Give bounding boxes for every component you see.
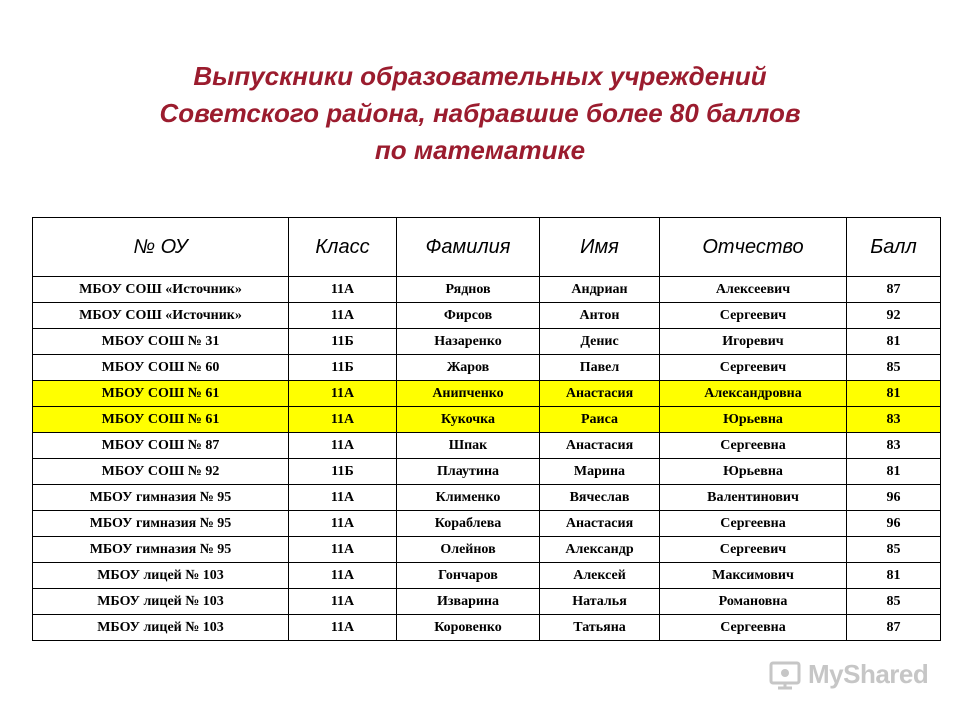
header-surname: Фамилия [397,218,540,277]
cell-class: 11А [289,511,397,537]
cell-school: МБОУ гимназия № 95 [33,485,289,511]
cell-school: МБОУ СОШ «Источник» [33,277,289,303]
table-row [33,615,941,641]
cell-patronymic: Максимович [660,563,847,589]
cell-school: МБОУ СОШ № 92 [33,459,289,485]
table-header-row [33,218,941,277]
cell-score: 83 [847,407,941,433]
cell-patronymic: Сергеевич [660,303,847,329]
cell-surname: Шпак [397,433,540,459]
cell-class: 11А [289,277,397,303]
cell-patronymic: Сергеевна [660,615,847,641]
cell-name: Анастасия [540,381,660,407]
cell-patronymic: Романовна [660,589,847,615]
cell-score: 83 [847,433,941,459]
cell-score: 81 [847,563,941,589]
cell-score: 96 [847,511,941,537]
cell-surname: Ряднов [397,277,540,303]
cell-name: Антон [540,303,660,329]
cell-surname: Клименко [397,485,540,511]
cell-class: 11Б [289,459,397,485]
cell-surname: Жаров [397,355,540,381]
cell-surname: Кукочка [397,407,540,433]
cell-class: 11Б [289,355,397,381]
cell-name: Татьяна [540,615,660,641]
cell-surname: Коровенко [397,615,540,641]
cell-class: 11А [289,407,397,433]
cell-name: Павел [540,355,660,381]
cell-score: 81 [847,329,941,355]
cell-name: Андриан [540,277,660,303]
cell-school: МБОУ СОШ № 61 [33,381,289,407]
cell-score: 85 [847,589,941,615]
cell-score: 96 [847,485,941,511]
cell-patronymic: Сергеевна [660,433,847,459]
title-line-2: Советского района, набравшие более 80 баллов [159,98,801,128]
myshared-logo-text: MyShared [808,658,929,689]
table-row [33,537,941,563]
cell-name: Денис [540,329,660,355]
cell-surname: Олейнов [397,537,540,563]
cell-class: 11А [289,485,397,511]
cell-school: МБОУ СОШ «Источник» [33,303,289,329]
cell-patronymic: Алексеевич [660,277,847,303]
cell-surname: Кораблева [397,511,540,537]
table-row [33,433,941,459]
title-line-1: Выпускники образовательных учреждений [193,61,767,91]
cell-patronymic: Юрьевна [660,407,847,433]
cell-class: 11А [289,433,397,459]
cell-name: Вячеслав [540,485,660,511]
cell-patronymic: Игоревич [660,329,847,355]
myshared-logo-icon [768,657,802,691]
table-row-highlighted [33,381,941,407]
table-row [33,329,941,355]
cell-school: МБОУ лицей № 103 [33,615,289,641]
cell-patronymic: Сергеевич [660,537,847,563]
table-row [33,485,941,511]
cell-surname: Анипченко [397,381,540,407]
table-row [33,563,941,589]
cell-school: МБОУ гимназия № 95 [33,511,289,537]
cell-score: 87 [847,277,941,303]
header-class: Класс [289,218,397,277]
cell-patronymic: Юрьевна [660,459,847,485]
table-row [33,303,941,329]
table-row-highlighted [33,407,941,433]
header-score: Балл [847,218,941,277]
cell-school: МБОУ СОШ № 61 [33,407,289,433]
cell-school: МБОУ СОШ № 87 [33,433,289,459]
page-title [0,58,960,169]
cell-class: 11А [289,381,397,407]
cell-class: 11Б [289,329,397,355]
cell-class: 11А [289,589,397,615]
title-line-3: по математике [374,135,586,165]
table-row [33,511,941,537]
cell-school: МБОУ СОШ № 31 [33,329,289,355]
cell-surname: Фирсов [397,303,540,329]
table-row [33,459,941,485]
cell-school: МБОУ лицей № 103 [33,589,289,615]
cell-score: 87 [847,615,941,641]
cell-name: Марина [540,459,660,485]
cell-surname: Изварина [397,589,540,615]
cell-name: Анастасия [540,433,660,459]
table-row [33,355,941,381]
cell-surname: Гончаров [397,563,540,589]
cell-name: Алексей [540,563,660,589]
cell-score: 81 [847,381,941,407]
cell-school: МБОУ СОШ № 60 [33,355,289,381]
cell-class: 11А [289,615,397,641]
cell-school: МБОУ лицей № 103 [33,563,289,589]
cell-name: Наталья [540,589,660,615]
cell-name: Анастасия [540,511,660,537]
cell-class: 11А [289,563,397,589]
table-row [33,277,941,303]
header-school: № ОУ [33,218,289,277]
cell-name: Раиса [540,407,660,433]
myshared-watermark [768,654,928,694]
cell-name: Александр [540,537,660,563]
cell-surname: Назаренко [397,329,540,355]
cell-school: МБОУ гимназия № 95 [33,537,289,563]
cell-score: 81 [847,459,941,485]
cell-patronymic: Сергеевна [660,511,847,537]
cell-score: 85 [847,537,941,563]
table-row [33,589,941,615]
graduates-table [32,217,941,641]
cell-patronymic: Александровна [660,381,847,407]
cell-class: 11А [289,537,397,563]
header-name: Имя [540,218,660,277]
cell-score: 92 [847,303,941,329]
header-patronymic: Отчество [660,218,847,277]
cell-patronymic: Валентинович [660,485,847,511]
cell-patronymic: Сергеевич [660,355,847,381]
cell-surname: Плаутина [397,459,540,485]
cell-score: 85 [847,355,941,381]
cell-class: 11А [289,303,397,329]
